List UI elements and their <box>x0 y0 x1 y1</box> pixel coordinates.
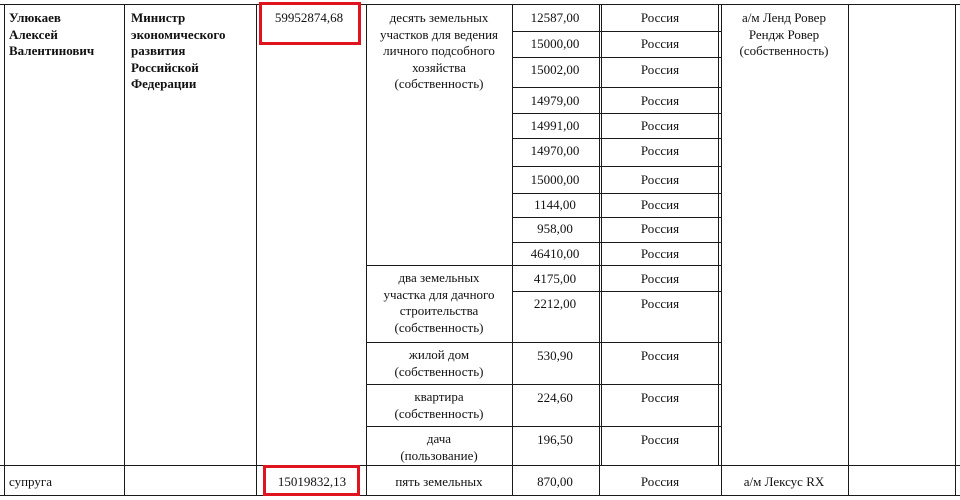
official-income: 59952874,68 <box>274 10 344 25</box>
country-cell: Россия <box>640 221 680 236</box>
table-rule-horizontal <box>366 426 722 427</box>
country-cell: Россия <box>640 36 680 51</box>
property-label-line: личного подсобного <box>383 43 495 58</box>
property-label-line: (собственность) <box>394 363 484 379</box>
spouse-income: 15019832,13 <box>277 474 347 489</box>
official-name-line: Улюкаев <box>9 10 61 25</box>
table-rule-horizontal <box>512 57 721 58</box>
property-label-line: строительства <box>399 303 479 318</box>
table-rule-vertical <box>124 4 125 495</box>
property-group-dacha <box>366 431 512 464</box>
country-cell: Россия <box>640 246 680 261</box>
area-cell: 15000,00 <box>530 36 580 51</box>
spouse-vehicle: а/м Лексус RX <box>743 474 825 489</box>
table-rule-vertical <box>256 4 257 495</box>
spouse-name: супруга <box>9 474 52 489</box>
table-rule-horizontal <box>0 4 960 5</box>
country-cell: Россия <box>640 118 680 133</box>
area-cell: 224,60 <box>537 390 573 405</box>
area-cell: 15002,00 <box>530 62 580 77</box>
area-cell: 196,50 <box>537 432 573 447</box>
vehicle-line: а/м Ленд Ровер <box>742 10 826 25</box>
position-line: Федерации <box>131 76 197 91</box>
table-rule-horizontal <box>0 465 960 466</box>
country-cell: Россия <box>640 197 680 212</box>
spouse-income-highlight-box <box>263 465 360 496</box>
property-group-land-dacha <box>366 270 512 336</box>
table-rule-vertical <box>721 4 722 495</box>
country-cell: Россия <box>640 296 680 311</box>
area-cell: 14991,00 <box>530 118 580 133</box>
country-cell: Россия <box>640 93 680 108</box>
area-cell: 958,00 <box>537 221 573 236</box>
position-line: развития <box>131 43 186 58</box>
property-group-land-subsidiary <box>366 10 512 93</box>
vehicle-line: (собственность) <box>739 43 829 58</box>
table-rule-horizontal <box>0 495 960 496</box>
table-rule-horizontal <box>512 138 721 139</box>
property-label-line: (собственность) <box>394 76 484 91</box>
table-rule-horizontal <box>512 113 721 114</box>
country-cell: Россия <box>640 432 680 447</box>
country-cell: Россия <box>640 348 680 363</box>
area-cell: 12587,00 <box>530 10 580 25</box>
property-label-line: дача <box>426 431 452 446</box>
property-label-line: (собственность) <box>394 319 484 335</box>
table-rule-horizontal <box>512 217 721 218</box>
property-label-line: жилой дом <box>408 347 470 362</box>
table-rule-horizontal <box>512 193 721 194</box>
table-rule-vertical <box>955 4 956 495</box>
table-rule-horizontal <box>512 31 721 32</box>
area-cell: 2212,00 <box>533 296 577 311</box>
country-cell: Россия <box>640 390 680 405</box>
position-line: экономического <box>131 26 226 42</box>
table-rule-vertical <box>718 4 719 465</box>
country-cell: Россия <box>640 172 680 187</box>
table-rule-horizontal <box>512 242 721 243</box>
area-cell: 530,90 <box>537 348 573 363</box>
position-line: Министр <box>131 10 186 25</box>
property-label-line: хозяйства <box>412 59 466 75</box>
vehicle-line: Рендж Ровер <box>748 26 820 42</box>
country-cell: Россия <box>640 10 680 25</box>
property-label-line: (собственность) <box>394 405 484 421</box>
property-group-apartment <box>366 389 512 422</box>
property-label-line: участков для ведения <box>379 26 499 42</box>
official-position <box>131 10 225 93</box>
area-cell: 4175,00 <box>533 271 577 286</box>
official-name <box>9 10 94 60</box>
table-rule-vertical <box>599 4 600 495</box>
table-rule-horizontal <box>366 342 722 343</box>
table-rule-vertical <box>601 4 602 465</box>
property-label-line: квартира <box>414 389 464 404</box>
property-label-line: десять земельных <box>389 10 489 25</box>
official-name-line: Алексей <box>9 26 58 42</box>
area-cell: 15000,00 <box>530 172 580 187</box>
official-vehicle <box>721 10 847 60</box>
income-highlight-box <box>259 2 361 45</box>
country-cell: Россия <box>640 62 680 77</box>
spouse-property-label: пять земельных <box>395 474 483 489</box>
official-name-line: Валентинович <box>9 43 95 58</box>
area-cell: 1144,00 <box>534 197 576 212</box>
table-rule-vertical <box>4 4 5 495</box>
country-cell: Россия <box>640 271 680 286</box>
spouse-area: 870,00 <box>537 474 573 489</box>
country-cell: Россия <box>640 143 680 158</box>
area-cell: 46410,00 <box>530 246 580 261</box>
table-rule-horizontal <box>366 384 722 385</box>
property-label-line: два земельных <box>398 270 480 285</box>
table-rule-vertical <box>848 4 849 495</box>
position-line: Российской <box>131 59 199 75</box>
area-cell: 14970,00 <box>530 143 580 158</box>
table-rule-horizontal <box>512 291 721 292</box>
table-rule-horizontal <box>366 265 722 266</box>
property-group-house <box>366 347 512 380</box>
table-rule-horizontal <box>512 166 721 167</box>
property-label-line: участка для дачного <box>383 286 495 302</box>
area-cell: 14979,00 <box>530 93 580 108</box>
spouse-country: Россия <box>640 474 680 489</box>
property-label-line: (пользование) <box>400 447 478 463</box>
table-rule-horizontal <box>512 87 721 88</box>
